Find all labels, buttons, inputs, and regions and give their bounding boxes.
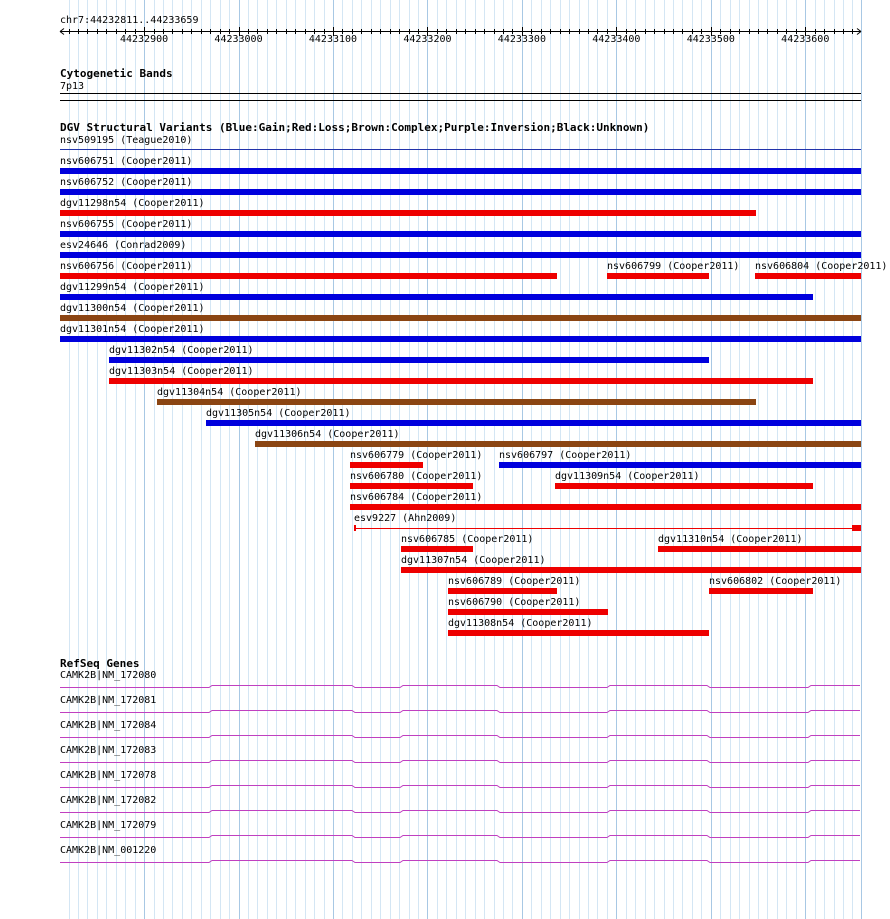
dgv-feature-bar (60, 231, 861, 237)
dgv-feature-bar (555, 483, 813, 489)
ruler-tick-label: 44233100 (308, 34, 358, 45)
cytoband-label: 7p13 (60, 81, 85, 92)
dgv-feature-bar (109, 357, 709, 363)
dgv-feature-bar (60, 273, 557, 279)
dgv-feature-label: dgv11308n54 (Cooper2011) (448, 618, 593, 629)
refseq-gene-label: CAMK2B|NM_172079 (60, 820, 157, 831)
dgv-feature-label: dgv11302n54 (Cooper2011) (109, 345, 254, 356)
refseq-gene-label: CAMK2B|NM_172080 (60, 670, 157, 681)
dgv-feature-label: nsv509195 (Teague2010) (60, 135, 193, 146)
dgv-feature-label: nsv606802 (Cooper2011) (709, 576, 842, 587)
dgv-feature-bar (499, 462, 861, 468)
ruler-tick-label: 44233500 (686, 34, 735, 45)
dgv-feature-bar (448, 588, 557, 594)
dgv-feature-label: dgv11310n54 (Cooper2011) (658, 534, 803, 545)
dgv-feature-label: dgv11305n54 (Cooper2011) (206, 408, 351, 419)
dgv-feature-label: nsv606799 (Cooper2011) (607, 261, 740, 272)
dgv-feature-label: dgv11304n54 (Cooper2011) (157, 387, 302, 398)
dgv-feature-label: nsv606780 (Cooper2011) (350, 471, 483, 482)
dgv-feature-label: dgv11307n54 (Cooper2011) (401, 555, 546, 566)
cytoband-track-title: Cytogenetic Bands (60, 67, 173, 80)
dgv-feature-label: nsv606779 (Cooper2011) (350, 450, 483, 461)
refseq-gene-label: CAMK2B|NM_172084 (60, 720, 157, 731)
dgv-feature-label: dgv11300n54 (Cooper2011) (60, 303, 205, 314)
dgv-feature-label: dgv11298n54 (Cooper2011) (60, 198, 205, 209)
ruler-tick-label: 44233200 (403, 34, 452, 45)
dgv-feature-bar (448, 609, 608, 615)
dgv-feature-bar (350, 483, 473, 489)
dgv-feature-bar (755, 273, 861, 279)
dgv-feature-label: dgv11309n54 (Cooper2011) (555, 471, 700, 482)
dgv-feature-bar (60, 315, 861, 321)
dgv-feature-label: dgv11306n54 (Cooper2011) (255, 429, 400, 440)
refseq-gene-label: CAMK2B|NM_172081 (60, 695, 157, 706)
dgv-feature-bar (852, 525, 861, 531)
ruler-tick-label: 44233600 (781, 34, 830, 45)
ruler-tick-label: 44233400 (592, 34, 641, 45)
dgv-feature-bar (255, 441, 861, 447)
dgv-feature-label: nsv606755 (Cooper2011) (60, 219, 193, 230)
dgv-feature-label: esv9227 (Ahn2009) (354, 513, 457, 524)
dgv-feature-bar (60, 210, 756, 216)
dgv-feature-label: nsv606751 (Cooper2011) (60, 156, 193, 167)
refseq-track-title: RefSeq Genes (60, 657, 140, 670)
dgv-feature-bar (157, 399, 756, 405)
refseq-gene-label: CAMK2B|NM_172083 (60, 745, 157, 756)
dgv-feature-label: nsv606756 (Cooper2011) (60, 261, 193, 272)
dgv-feature-label: nsv606797 (Cooper2011) (499, 450, 632, 461)
dgv-feature-label: nsv606804 (Cooper2011) (755, 261, 888, 272)
dgv-feature-bar (60, 294, 813, 300)
refseq-gene-label: CAMK2B|NM_001220 (60, 845, 157, 856)
refseq-gene-label: CAMK2B|NM_172078 (60, 770, 157, 781)
dgv-feature-label: nsv606752 (Cooper2011) (60, 177, 193, 188)
dgv-feature-bar (206, 420, 861, 426)
dgv-track-title: DGV Structural Variants (Blue:Gain;Red:Loss;Brown:Complex;Purple:Inversion;Black:Unknown) (60, 121, 650, 134)
dgv-feature-label: nsv606784 (Cooper2011) (350, 492, 483, 503)
dgv-feature-bar (658, 546, 861, 552)
ruler-tick-label: 44233300 (497, 34, 546, 45)
dgv-feature-label: nsv606790 (Cooper2011) (448, 597, 581, 608)
dgv-feature-bar (401, 546, 473, 552)
dgv-feature-bar (60, 189, 861, 195)
dgv-feature-bar (401, 567, 861, 573)
dgv-feature-label: esv24646 (Conrad2009) (60, 240, 187, 251)
refseq-gene-label: CAMK2B|NM_172082 (60, 795, 157, 806)
dgv-feature-label: dgv11299n54 (Cooper2011) (60, 282, 205, 293)
dgv-feature-bar (448, 630, 709, 636)
ruler-tick-label: 44232900 (119, 34, 169, 45)
dgv-feature-bar (350, 504, 861, 510)
dgv-feature-label: nsv606785 (Cooper2011) (401, 534, 534, 545)
ruler-range-label: chr7:44232811..44233659 (60, 15, 199, 26)
dgv-feature-label: nsv606789 (Cooper2011) (448, 576, 581, 587)
dgv-feature-bar (350, 462, 423, 468)
dgv-feature-bar (60, 252, 861, 258)
dgv-feature-bar (709, 588, 813, 594)
dgv-feature-label: dgv11303n54 (Cooper2011) (109, 366, 254, 377)
dgv-feature-bar (60, 168, 861, 174)
ruler-tick-label: 44233000 (214, 34, 263, 45)
dgv-feature-bar (109, 378, 813, 384)
dgv-feature-bar (60, 336, 861, 342)
dgv-feature-label: dgv11301n54 (Cooper2011) (60, 324, 205, 335)
dgv-feature-bar (607, 273, 709, 279)
